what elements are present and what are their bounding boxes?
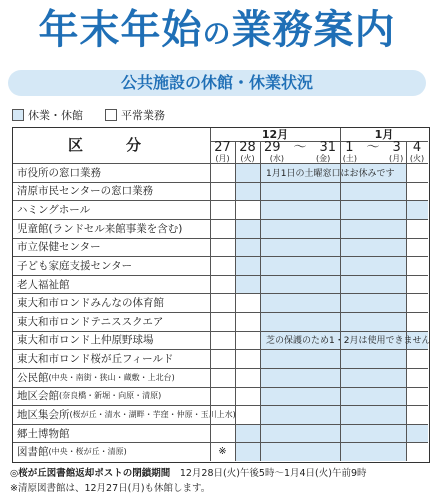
facility-name: 市役所の窓口業務 (17, 166, 101, 179)
closed-cell (406, 200, 428, 219)
facility-name: 東大和市ロンド桜が丘フィールド (17, 353, 174, 366)
closed-cell (340, 293, 406, 312)
month-january: 1月 (374, 128, 394, 141)
closed-cell (260, 182, 340, 201)
row-label (17, 182, 208, 201)
closed-cell (340, 442, 406, 461)
row-label (17, 200, 208, 219)
facility-name: 子ども家庭支援センター (17, 259, 133, 272)
day-of-week: (火) (409, 154, 425, 163)
facility-name: 東大和市ロンド上仲原野球場 (17, 334, 154, 347)
day-number: 4 (412, 140, 422, 155)
row-label (17, 163, 208, 182)
row-label (17, 331, 208, 350)
row-label (17, 256, 208, 275)
facility-name: ハミングホール (17, 204, 91, 217)
facility-name: 地区会館 (17, 390, 59, 403)
facility-name: 郷土博物館 (17, 427, 70, 440)
row-label (17, 219, 208, 238)
row-label (17, 405, 236, 424)
closed-cell (340, 312, 406, 331)
closed-cell (260, 275, 340, 294)
day-number: 1 ～ 3 (345, 140, 401, 155)
facility-name: 市立保健センター (17, 241, 101, 254)
facility-name: 東大和市ロンドみんなの体育館 (17, 297, 164, 310)
row-label (17, 424, 208, 443)
day-of-week: (水) (金) (269, 154, 331, 163)
row-label (17, 368, 208, 387)
closed-cell (235, 163, 260, 182)
closed-cell (340, 424, 406, 443)
row-label (17, 349, 208, 368)
day-of-week: (土) (月) (342, 154, 404, 163)
closed-cell (340, 349, 406, 368)
divider (406, 141, 407, 461)
closed-cell (235, 442, 260, 461)
facility-name: 清原市民センターの窓口業務 (17, 185, 154, 198)
closed-cell (340, 182, 406, 201)
facility-detail: (中央・桜が丘・清原) (48, 447, 127, 457)
footnote-mark: ※ (218, 446, 227, 458)
month-december: 12月 (261, 128, 289, 141)
section-header: 区 分 (67, 136, 155, 154)
legend-closed: 休業・休館 (12, 107, 83, 123)
facility-detail: (桜が丘・清水・湖畔・芋窪・仲原・玉川上水) (69, 409, 236, 419)
closed-cell (235, 238, 260, 257)
closed-cell (260, 387, 340, 406)
closed-cell (260, 442, 340, 461)
closed-cell (260, 312, 340, 331)
day-header (340, 142, 406, 163)
row-note: 芝の保護のため1・2月は使用できません (266, 336, 431, 347)
day-number: 28 (239, 140, 256, 155)
footnote-library: ※清原図書館は、12月27日(月)も休館します。 (10, 483, 211, 494)
day-header (406, 142, 428, 163)
row-label (17, 442, 208, 461)
closed-cell (235, 275, 260, 294)
closed-cell (235, 182, 260, 201)
day-header (260, 142, 340, 163)
day-number: 29 ～ 31 (263, 140, 337, 155)
row-label (17, 387, 208, 406)
closed-cell (235, 219, 260, 238)
page-title: 年末年始の業務案内 (38, 7, 396, 53)
closed-cell (260, 424, 340, 443)
row-label (17, 293, 208, 312)
day-number: 27 (214, 140, 231, 155)
facility-name: 東大和市ロンドテニススクエア (17, 315, 164, 328)
closed-cell (340, 219, 406, 238)
row-label (17, 275, 208, 294)
closed-swatch-icon (12, 109, 24, 121)
row-label (17, 238, 208, 257)
closed-cell (340, 256, 406, 275)
closed-cell (406, 424, 428, 443)
closed-cell (340, 405, 406, 424)
closed-cell (340, 200, 406, 219)
closed-cell (260, 368, 340, 387)
closed-cell (340, 238, 406, 257)
closed-cell (235, 256, 260, 275)
closed-cell (260, 200, 340, 219)
closed-cell (260, 293, 340, 312)
day-of-week: (月) (215, 154, 230, 163)
facility-detail: (奈良橋・新堀・向原・清原) (59, 391, 162, 401)
closed-cell (260, 256, 340, 275)
facility-name: 児童館(ランドセル来館事業を含む) (17, 222, 183, 235)
facility-name: 公民館 (17, 371, 49, 384)
facility-name: 図書館 (17, 446, 49, 459)
divider (260, 141, 261, 461)
day-of-week: (火) (240, 154, 255, 163)
closed-cell (260, 219, 340, 238)
open-swatch-icon (105, 109, 117, 121)
closed-cell (340, 275, 406, 294)
footnote-return-post: ◎桜が丘図書館返却ポストの閉鎖期間 12月28日(火)午後5時～1月4日(火)午前9時 (10, 468, 367, 479)
row-note: 1月1日の土曜窓口はお休みです (266, 168, 395, 179)
facility-detail: (中央・南街・狭山・蔵敷・上北台) (48, 372, 175, 382)
closed-cell (260, 405, 340, 424)
day-header (235, 142, 260, 163)
row-label (17, 312, 208, 331)
closed-cell (260, 349, 340, 368)
closed-cell (260, 238, 340, 257)
closed-cell (340, 368, 406, 387)
section-subtitle: 公共施設の休館・休業状況 (8, 70, 426, 96)
schedule-table (12, 127, 430, 463)
closed-cell (340, 387, 406, 406)
legend-open: 平常業務 (105, 107, 165, 123)
facility-name: 老人福祉館 (17, 278, 70, 291)
legend (12, 107, 187, 123)
day-header (210, 142, 235, 163)
facility-name: 地区集会所 (17, 408, 70, 421)
closed-cell (235, 424, 260, 443)
